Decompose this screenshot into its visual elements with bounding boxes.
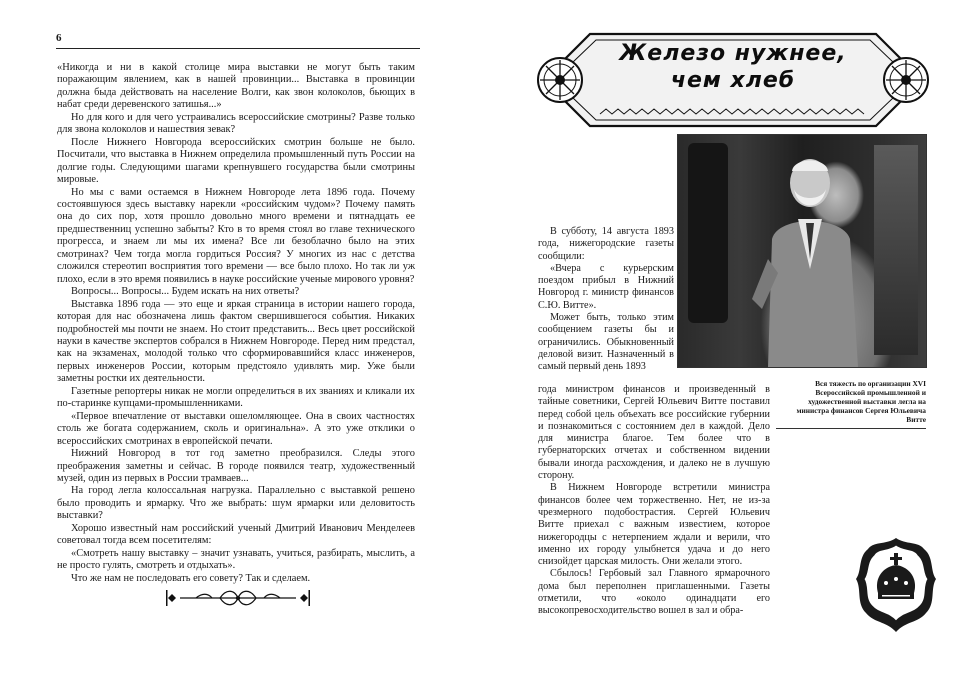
paragraph: Выставка 1896 года — это еще и яркая страница в истории нашего города, которая для нас обозначена лишь фактом свершившегося события. Никаких подробностей мы почти не знаем. Но стоит представить... Весь цвет российской науки в качестве экспертов собрался в Нижнем Новгороде. Перед ним предстал, как на экзаменах, молодой только что сформировавшийся класс инженеров, первых инженеров России, которым предстояло удивлять мир. Уже были заметны ростки их деятельности. bbox=[57, 298, 415, 385]
paragraph: Хорошо известный нам российский ученый Дмитрий Иванович Менделеев советовал тогда всем посетителям: bbox=[57, 522, 415, 547]
paragraph: Вопросы... Вопросы... Будем искать на них ответы? bbox=[71, 286, 300, 298]
paragraph: Нижний Новгород в тот год заметно преобразился. Следы этого преображения заметны и сейчас. В городе появился театр, художественный музей, один из первых в России трамваев... bbox=[57, 448, 415, 484]
photo-background-window bbox=[874, 145, 918, 355]
flourish-divider-icon bbox=[160, 585, 316, 611]
portrait-figure bbox=[748, 149, 868, 367]
right-article-column-wide bbox=[538, 384, 770, 618]
paragraph: года министром финансов и произведенный в тайные советники, Сергей Юльевич Витте поставил перед собой цель объехать все российские губернии и познакомиться с состоянием дел в каждой. Дело для министра благое. Тем более что в губернаторских отчетах и собственном видении бывали иногда расхождения, и далеко не в лучшую сторону. bbox=[538, 384, 770, 482]
photo-caption: Вся тяжесть по организации XVI Всероссийской промышленной и художественной выставки легла на министра финансов Сергея Юльевича Витте bbox=[796, 379, 926, 424]
paragraph: «Вчера с курьерским поездом прибыл в Нижний Новгород г. министр финансов С.Ю. Витте». bbox=[538, 262, 674, 311]
paragraph: На город легла колоссальная нагрузка. Параллельно с выставкой решено было проводить и ярмарку. Что же выбрать: шум ярмарки или деловитость выставки? bbox=[57, 485, 415, 522]
paragraph: Газетные репортеры никак не могли определиться в их званиях и кликали их по-старинке купцами-промышленниками. bbox=[57, 385, 415, 410]
photo-background-chair bbox=[688, 143, 728, 323]
paragraph: После Нижнего Новгорода всероссийских смотрин больше не было. Посчитали, что выставка в Нижнем определила промышленный путь России на долгие годы. Следующими шагами крепнувшего государства были смотрины мировые. bbox=[57, 136, 415, 186]
paragraph: Что же нам не последовать его совету? Так и сделаем. bbox=[71, 572, 311, 584]
title-line: Железо нужнее, bbox=[619, 41, 847, 66]
paragraph: Может быть, только этим сообщением газеты бы и ограничились. Обыкновенный деловой визит. Назначенный в самый первый день 1893 bbox=[538, 312, 674, 373]
paragraph: «Первое впечатление от выставки ошеломляющее. Она в своих частностях столь же богата содержанием, сколь и оригинальна». А это уже отклики о всероссийских смотринах в европейской печати. bbox=[57, 410, 415, 447]
paragraph: В субботу, 14 августа 1893 года, нижегородские газеты сообщили: bbox=[538, 226, 674, 262]
paragraph: Но для кого и для чего устраивались всероссийские смотрины? Разве только для звона колоколов и нашествия зевак? bbox=[57, 111, 415, 136]
rosette-ornament-icon bbox=[538, 58, 582, 102]
page-number: 6 bbox=[56, 32, 62, 44]
article-title bbox=[608, 40, 858, 94]
portrait-photo bbox=[677, 134, 927, 368]
paragraph: В Нижнем Новгороде встретили министра финансов более чем торжественно. Нет, не из-за чрезмерного подобострастия. Сергей Юльевич Витте приехал с важным известием, которое нижегородцы с нетерпением ждали и верили, что именно их городу улыбнется удача и до него снизойдет царская милость. Они желали этого. bbox=[538, 482, 770, 568]
paragraph: Сбылось! Гербовый зал Главного ярмарочного дома был переполнен приглашенными. Газеты отметили, что «около одинадцати его высокопревосходительство вошел в зал и обра- bbox=[538, 568, 770, 617]
paragraph: Но мы с вами остаемся в Нижнем Новгороде лета 1896 года. Почему состоявшуюся здесь выставку нарекли «российским чудом»? Почему память она до сих пор, хотя прошло довольно много времени и пятнадцать ее предшественниц успешно забыты? Кто в то время стоял во главе технического прогресса, и знаем ли мы их имена? Все ли безоблачно было на этих смотринах? Чем тогда могла гордиться Россия? У многих из нас с детства сложился стереотип восприятия того времени — все было плохо. Но так ли уж плохо, если в это время появились в науке российские ученые мирового уровня? bbox=[57, 186, 415, 285]
caption-rule bbox=[776, 428, 926, 429]
top-rule bbox=[56, 48, 420, 49]
right-article-column-narrow bbox=[538, 226, 674, 374]
left-article-column bbox=[57, 62, 415, 585]
title-line: чем хлеб bbox=[670, 68, 796, 93]
imperial-crown-emblem-icon bbox=[854, 535, 938, 635]
paragraph: «Смотреть нашу выставку – значит узнавать, учиться, разбирать, мыслить, а не просто гулять, смотреть и отдыхать». bbox=[57, 547, 415, 572]
paragraph: «Никогда и ни в какой столице мира выставки не могут быть таким поражающим явлением, как в нашей провинции... Выставка в провинции должна быда действовать на население Волги, как звон колоколов, бьющих в набат среди деревенского затишья...» bbox=[57, 62, 415, 111]
